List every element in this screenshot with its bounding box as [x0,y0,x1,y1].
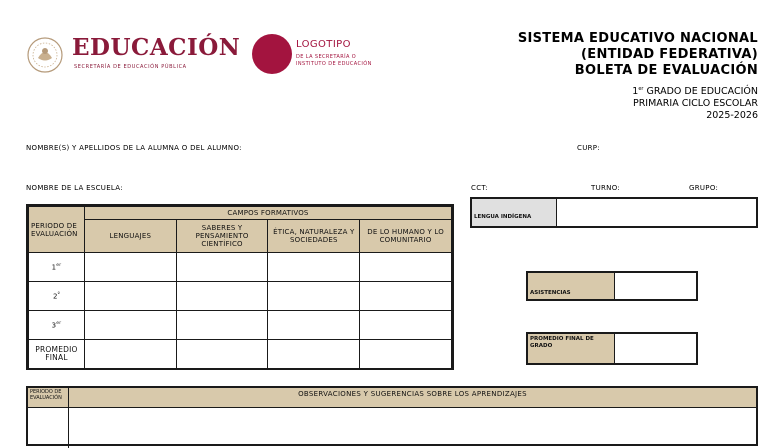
grade-cell[interactable] [84,282,176,311]
grade-cell[interactable] [84,311,176,340]
table-row [29,311,452,340]
grade-cell[interactable] [360,311,452,340]
promedio-final-label: PROMEDIO FINAL [29,340,85,369]
period-label-3: 3er [29,311,85,340]
school-name-label: NOMBRE DE LA ESCUELA: [26,184,123,192]
logo-line-1: DE LA SECRETARÍA O [296,54,357,60]
brand-title: EDUCACIÓN [72,34,241,61]
period-label-1: 1er [29,253,85,282]
col-header-saberes: SABERES Y PENSAMIENTO CIENTÍFICO [176,220,268,253]
period-label-2: $2^º$ [29,282,85,311]
grade-cell[interactable] [360,282,452,311]
asistencias-label: ASISTENCIAS [530,290,571,296]
evaluation-table-frame [26,204,454,370]
periodo-header: PERIODO DE EVALUACIÓN [31,221,78,238]
curp-label: CURP: [577,144,600,152]
grade-cell[interactable] [268,311,360,340]
promedio-grado-box [526,332,698,365]
grade-cell[interactable] [176,311,268,340]
title-line-3: BOLETA DE EVALUACIÓN [574,63,758,78]
grade-cell[interactable] [84,253,176,282]
promedio-grado-label: PROMEDIO FINAL DE GRADO [530,336,594,349]
logo-line-2: INSTITUTO DE EDUCACIÓN [296,61,372,67]
observaciones-frame [26,386,758,446]
col-header-etica: ÉTICA, NATURALEZA Y SOCIEDADES [268,220,360,253]
turno-label: TURNO: [591,184,621,192]
observaciones-periodo-cell [28,388,69,408]
grade-cell[interactable] [360,340,452,369]
grade-cell[interactable] [268,253,360,282]
evaluation-table [28,206,452,369]
title-line-1: SISTEMA EDUCATIVO NACIONAL [517,31,758,46]
lengua-indigena-input[interactable] [556,199,757,226]
grade-cell[interactable] [176,253,268,282]
logo-name: LOGOTIPO [296,39,351,50]
table-row [29,253,452,282]
campos-header-cell [84,207,451,220]
lengua-indigena-label-cell [472,199,556,226]
grade-line: 1er GRADO DE EDUCACIÓN [632,86,758,98]
grade-cell[interactable] [268,282,360,311]
asistencias-label-cell [528,273,614,299]
cct-label: CCT: [471,184,488,192]
promedio-grado-label-cell [528,334,614,363]
grupo-label: GRUPO: [689,184,719,192]
table-row [29,340,452,369]
observaciones-header-cell [69,388,756,408]
student-name-label: NOMBRE(S) Y APELLIDOS DE LA ALUMNA O DEL ALUMNO: [26,144,242,152]
asistencias-input[interactable] [614,273,697,299]
brand-subtitle: SECRETARÍA DE EDUCACIÓN PÚBLICA [74,64,187,70]
grade-cell[interactable] [176,340,268,369]
col-header-humano: DE LO HUMANO Y LO COMUNITARIO [360,220,452,253]
grade-cell[interactable] [268,340,360,369]
campos-formativos-header: CAMPOS FORMATIVOS [227,209,309,217]
col-header-lenguajes: LENGUAJES [84,220,176,253]
national-seal-icon [26,36,64,74]
title-line-2: (ENTIDAD FEDERATIVA) [581,47,758,62]
lengua-indigena-box [470,197,758,228]
cycle-line: 2025-2026 [706,110,758,121]
table-row [29,282,452,311]
observaciones-periodo-label: PERIODO DE EVALUACIÓN [30,389,62,401]
grade-cell[interactable] [360,253,452,282]
grade-cell[interactable] [84,340,176,369]
periodo-header-cell [29,207,85,253]
promedio-grado-input[interactable] [614,334,697,363]
asistencias-box [526,271,698,301]
lengua-indigena-label: LENGUA INDÍGENA [474,214,532,220]
observaciones-input[interactable] [69,408,756,444]
observaciones-header: OBSERVACIONES Y SUGERENCIAS SOBRE LOS APRENDIZAJES [298,390,527,398]
grade-cell[interactable] [176,282,268,311]
logo-placeholder-icon [252,34,292,74]
level-line: PRIMARIA CICLO ESCOLAR [632,98,758,109]
